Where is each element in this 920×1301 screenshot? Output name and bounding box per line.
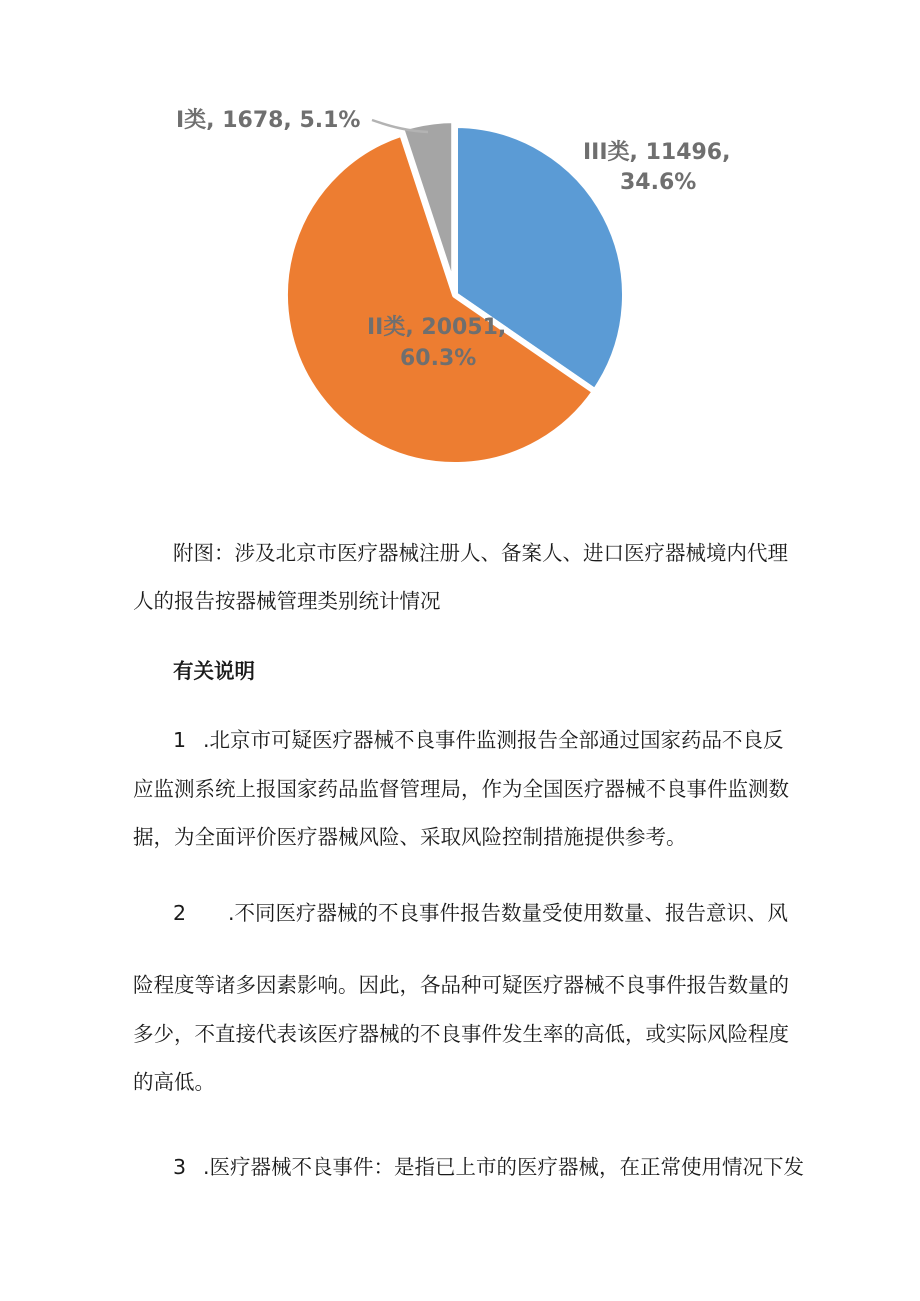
note-1-line-1 xyxy=(173,725,784,755)
pie-label-class-3-line1: III类, 11496, xyxy=(583,140,731,165)
note-1-number: 1 xyxy=(173,728,187,752)
pie-label-class-2-line1: II类, 20051, xyxy=(367,315,507,340)
pie-label-class-1-line1: I类, 1678, 5.1% xyxy=(176,108,361,133)
note-2-line-3: 多少，不直接代表该医疗器械的不良事件发生率的高低，或实际风险程度 xyxy=(133,1022,789,1046)
note-2-line-2: 险程度等诸多因素影响。因此，各品种可疑医疗器械不良事件报告数量的 xyxy=(133,973,789,997)
note-2-line-1 xyxy=(173,898,788,928)
note-3-text: .医疗器械不良事件：是指已上市的医疗器械，在正常使用情况下发 xyxy=(203,1155,805,1179)
pie-label-class-2-line2: 60.3% xyxy=(400,346,477,371)
note-1-text: .北京市可疑医疗器械不良事件监测报告全部通过国家药品不良反 xyxy=(203,728,784,752)
note-2-text: .不同医疗器械的不良事件报告数量受使用数量、报告意识、风 xyxy=(228,901,789,925)
pie-chart xyxy=(0,0,920,500)
section-title: 有关说明 xyxy=(173,659,255,683)
note-1-line-3: 据，为全面评价医疗器械风险、采取风险控制措施提供参考。 xyxy=(133,825,687,849)
note-2-line-4: 的高低。 xyxy=(133,1070,215,1094)
figure-caption-line-2: 人的报告按器械管理类别统计情况 xyxy=(133,589,441,613)
figure-caption-line-1: 附图：涉及北京市医疗器械注册人、备案人、进口医疗器械境内代理 xyxy=(173,541,788,565)
note-2-number: 2 xyxy=(173,901,187,925)
note-1-line-2: 应监测系统上报国家药品监督管理局，作为全国医疗器械不良事件监测数 xyxy=(133,777,789,801)
note-3-number: 3 xyxy=(173,1155,187,1179)
note-3-line-1 xyxy=(173,1152,804,1182)
pie-label-class-3-line2: 34.6% xyxy=(620,170,697,195)
